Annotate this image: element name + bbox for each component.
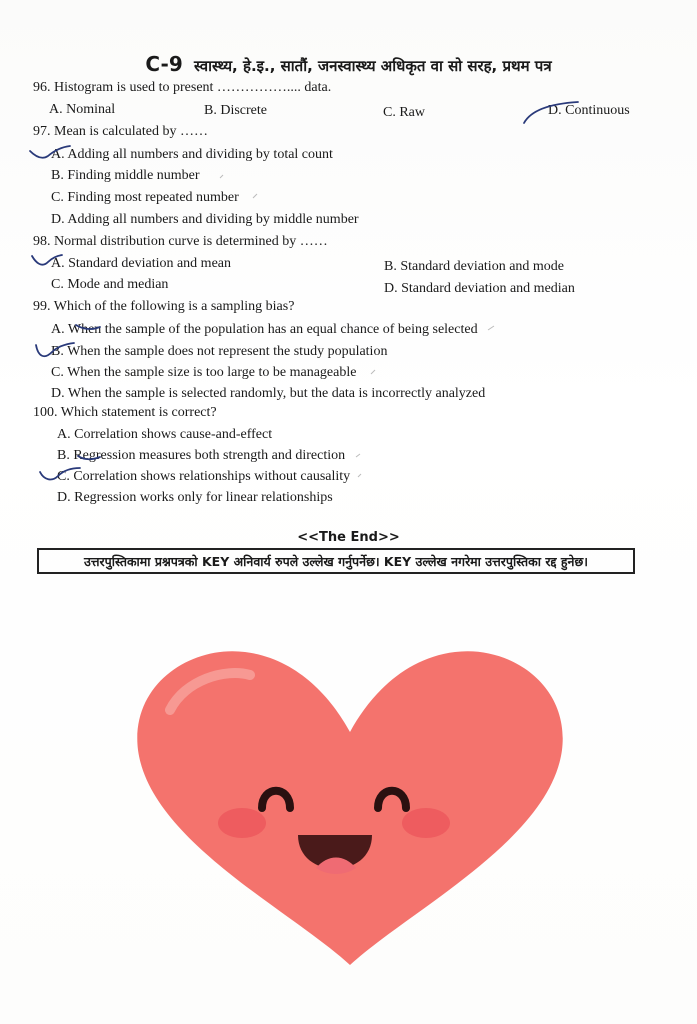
page-header <box>0 52 697 76</box>
right-cheek <box>402 808 450 838</box>
end-marker: <<The End>> <box>297 530 400 545</box>
q98-option-b: B. Standard deviation and mode <box>384 259 565 274</box>
question-96: 96. Histogram is used to present …………….... data. <box>33 80 332 95</box>
q99-option-c: C. When the sample size is too large to be manageable <box>51 365 357 380</box>
key-notice-box <box>37 548 635 574</box>
q96-option-a: A. Nominal <box>49 102 116 117</box>
q98-option-c: C. Mode and median <box>51 277 169 292</box>
question-97: 97. Mean is calculated by …… <box>33 124 208 139</box>
q100-option-c: C. Correlation shows relationships without causality <box>57 469 351 484</box>
left-cheek <box>218 808 266 838</box>
q99-option-a: A. When the sample of the population has an equal chance of being selected <box>51 322 478 337</box>
heart-shape <box>137 651 562 965</box>
question-100: 100. Which statement is correct? <box>33 405 217 420</box>
q100-option-a: A. Correlation shows cause-and-effect <box>57 427 273 442</box>
smiling-heart-sticker <box>130 640 570 970</box>
q96-option-b: B. Discrete <box>204 103 267 118</box>
q96-option-c: C. Raw <box>383 105 425 120</box>
q98-option-d: D. Standard deviation and median <box>384 281 575 296</box>
q100-option-d: D. Regression works only for linear relationships <box>57 490 333 505</box>
paper-subtitle: स्वास्थ्य, हे.इ., सातौं, जनस्वास्थ्य अधिकृत वा सो सरह, प्रथम पत्र <box>193 57 552 75</box>
q98-option-a: A. Standard deviation and mean <box>51 256 232 271</box>
paper-code: C-9 <box>145 52 183 76</box>
q99-option-d: D. When the sample is selected randomly, but the data is incorrectly analyzed <box>51 386 486 401</box>
q100-option-b: B. Regression measures both strength and direction <box>57 448 346 463</box>
q97-option-c: C. Finding most repeated number <box>51 190 239 205</box>
question-98: 98. Normal distribution curve is determined by …… <box>33 234 328 249</box>
q96-option-d: D. Continuous <box>548 103 630 118</box>
key-notice-text: उत्तरपुस्तिकामा प्रश्नपत्रको KEY अनिवार्य रुपले उल्लेख गर्नुपर्नेछ। KEY उल्लेख नगरेमा उत्तरपुस्तिका रद्द हुनेछ। <box>84 553 588 569</box>
q97-option-a: A. Adding all numbers and dividing by total count <box>51 147 333 162</box>
q97-option-d: D. Adding all numbers and dividing by middle number <box>51 212 359 227</box>
q97-option-b: B. Finding middle number <box>51 168 200 183</box>
q99-option-b: B. When the sample does not represent the study population <box>51 344 388 359</box>
question-99: 99. Which of the following is a sampling bias? <box>33 299 295 314</box>
